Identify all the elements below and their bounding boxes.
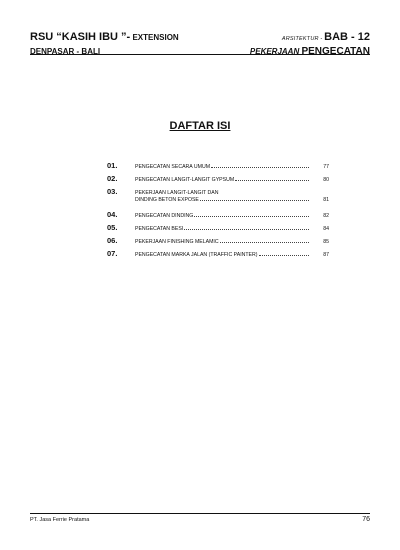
toc-entry-line (107, 197, 329, 207)
section-main: PENGECATAN (301, 46, 370, 57)
toc-entry-page: 80 (323, 177, 329, 183)
toc-entry-title: PENGECATAN MARKA JALAN (TRAFFIC PAINTER) (135, 252, 258, 258)
toc-leader-dots (211, 166, 309, 168)
toc-leader-dots (194, 215, 309, 217)
page-title: DAFTAR ISI (169, 120, 231, 132)
project-title-suffix: EXTENSION (130, 33, 179, 42)
toc-entry[interactable] (107, 161, 329, 171)
toc-entry-line (107, 210, 329, 220)
toc-entry[interactable] (107, 174, 329, 184)
toc-entry-page: 77 (323, 164, 329, 170)
toc-entry-page: 87 (323, 252, 329, 258)
table-of-contents (107, 161, 329, 262)
project-title-main: RSU “KASIH IBU ”- (30, 31, 131, 43)
toc-entry-page: 82 (323, 213, 329, 219)
chapter-label (282, 27, 370, 45)
project-title (30, 27, 179, 45)
toc-entry-line (107, 161, 329, 171)
toc-leader-dots (235, 179, 309, 181)
toc-entry-title: PEKERJAAN LANGIT-LANGIT DAN (135, 190, 219, 196)
toc-entry-line (107, 174, 329, 184)
toc-entry[interactable] (107, 223, 329, 233)
toc-leader-dots (220, 241, 309, 243)
section-label (250, 46, 370, 57)
toc-entry[interactable] (107, 249, 329, 259)
header-divider (30, 54, 370, 55)
toc-entry-line (107, 236, 329, 246)
toc-entry-title: PENGECATAN BESI (135, 226, 184, 232)
toc-entry-line (107, 187, 329, 197)
toc-entry-line (107, 249, 329, 259)
toc-entry-number: 07. (107, 249, 118, 258)
section-prefix: PEKERJAAN (249, 47, 302, 56)
chapter-number: BAB - 12 (324, 31, 370, 43)
page-header (30, 27, 370, 57)
toc-leader-dots (184, 228, 309, 230)
toc-entry-line (107, 223, 329, 233)
toc-entry-page: 85 (323, 239, 329, 245)
toc-entry[interactable] (107, 236, 329, 246)
toc-entry-number: 02. (107, 174, 118, 183)
toc-entry-number: 04. (107, 210, 118, 219)
toc-entry-title: PENGECATAN SECARA UMUM (135, 164, 211, 170)
toc-leader-dots (200, 199, 309, 201)
toc-entry-number: 03. (107, 187, 118, 196)
page-footer (30, 516, 370, 523)
toc-entry-title: PEKERJAAN FINISHING MELAMIC (135, 239, 219, 245)
toc-entry-title: PENGECATAN LANGIT-LANGIT GYPSUM (135, 177, 235, 183)
toc-entry[interactable] (107, 187, 329, 207)
toc-entry-page: 84 (323, 226, 329, 232)
discipline-label: ARSITEKTUR - (281, 36, 325, 42)
header-row-bottom (30, 46, 370, 57)
header-row-top (30, 27, 370, 45)
toc-entry-number: 05. (107, 223, 118, 232)
toc-entry-page: 81 (323, 197, 329, 203)
footer-divider (30, 513, 370, 514)
toc-entry-title: DINDING BETON EXPOSE (135, 197, 199, 203)
company-name: PT. Jasa Ferrie Pratama (30, 517, 90, 523)
toc-leader-dots (259, 254, 310, 256)
toc-entry[interactable] (107, 210, 329, 220)
location-label: DENPASAR - BALI (30, 47, 101, 56)
toc-entry-title: PENGECATAN DINDING (135, 213, 194, 219)
toc-entry-number: 06. (107, 236, 118, 245)
toc-entry-number: 01. (107, 161, 118, 170)
page-number: 76 (362, 516, 370, 523)
